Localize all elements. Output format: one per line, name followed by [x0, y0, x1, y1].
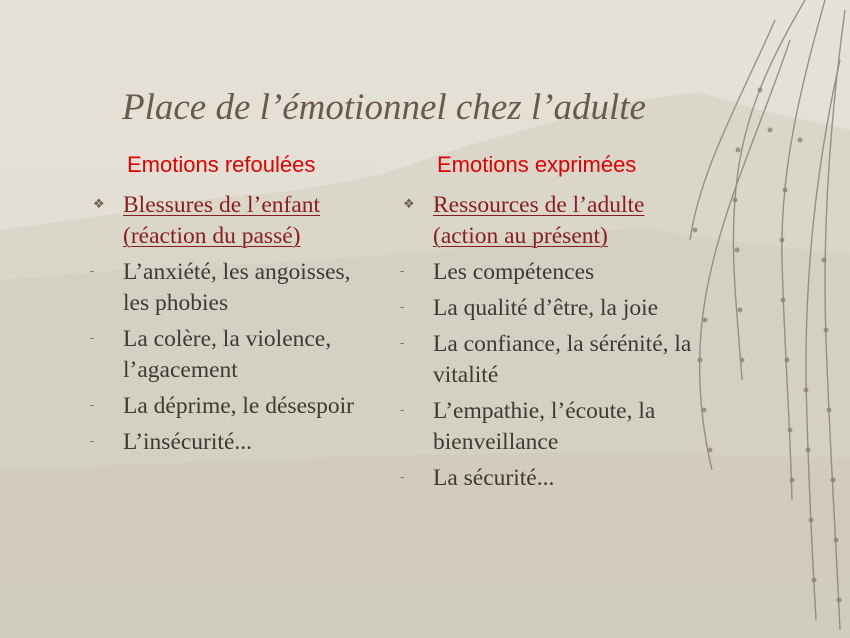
- dash-bullet-icon: -: [90, 434, 95, 448]
- list-item: [400, 463, 700, 494]
- list-item: [90, 427, 380, 458]
- item-text: La déprime, le désespoir: [123, 393, 354, 419]
- list-item: [90, 324, 380, 386]
- list-item: [400, 293, 700, 324]
- dash-bullet-icon: -: [400, 264, 405, 278]
- item-text: La confiance, la sérénité, la vitalité: [433, 331, 692, 388]
- column-heading-refoulees: Emotions refoulées: [127, 152, 316, 177]
- list-refoulees: [90, 190, 380, 463]
- dash-bullet-icon: -: [400, 403, 405, 417]
- dash-bullet-icon: -: [400, 470, 405, 484]
- item-text: Les compétences: [433, 259, 595, 285]
- diamond-bullet-icon: ❖: [93, 197, 105, 212]
- list-item: [90, 391, 380, 422]
- item-text: L’insécurité...: [123, 429, 252, 455]
- list-item-lead: [400, 190, 700, 252]
- list-item: [90, 257, 380, 319]
- item-text: L’empathie, l’écoute, la bienveillance: [433, 398, 656, 455]
- column-heading-exprimees: Emotions exprimées: [437, 152, 637, 177]
- dash-bullet-icon: -: [400, 336, 405, 350]
- lead-text: Blessures de l’enfant (réaction du passé): [123, 192, 321, 249]
- item-text: La qualité d’être, la joie: [433, 295, 659, 321]
- item-text: L’anxiété, les angoisses, les phobies: [123, 259, 351, 316]
- dash-bullet-icon: -: [90, 331, 95, 345]
- item-text: La colère, la violence, l’agacement: [123, 326, 332, 383]
- list-item-lead: [90, 190, 380, 252]
- dash-bullet-icon: -: [90, 398, 95, 412]
- slide-title: Place de l’émotionnel chez l’adulte: [122, 87, 646, 128]
- item-text: La sécurité...: [433, 465, 555, 491]
- dash-bullet-icon: -: [90, 264, 95, 278]
- dash-bullet-icon: -: [400, 300, 405, 314]
- diamond-bullet-icon: ❖: [403, 197, 415, 212]
- lead-text: Ressources de l’adulte (action au présent): [433, 192, 645, 249]
- list-item: [400, 329, 700, 391]
- list-item: [400, 257, 700, 288]
- list-item: [400, 396, 700, 458]
- list-exprimees: [400, 190, 700, 499]
